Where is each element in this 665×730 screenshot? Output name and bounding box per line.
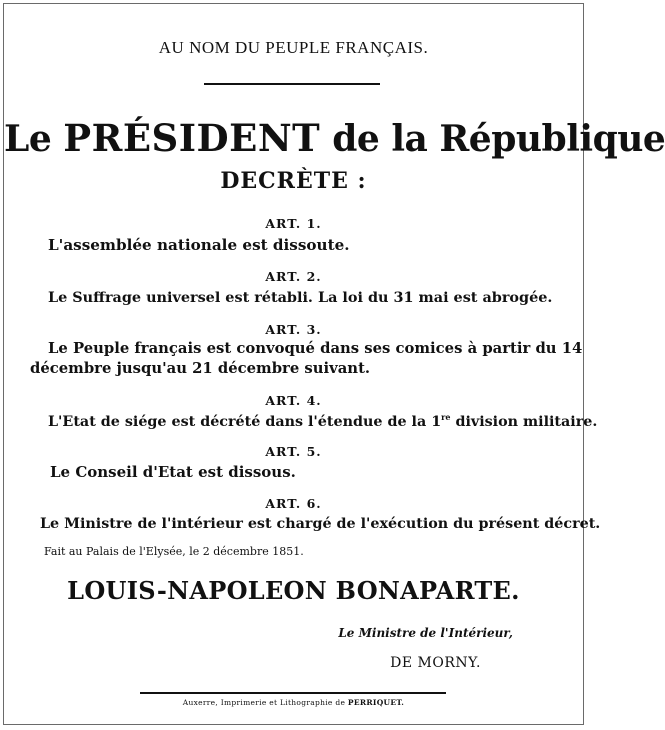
title-part-le: Le [4, 118, 64, 160]
article-4-text-part-1: L'Etat de siége est décrété dans l'étendue de la 1 [48, 413, 442, 430]
president-signature: LOUIS-NAPOLEON BONAPARTE. [67, 576, 520, 605]
imprint-printer: PERRIQUET. [347, 698, 405, 707]
minister-name: DE MORNY. [390, 655, 481, 671]
title-part-president: PRÉSIDENT [63, 116, 321, 160]
article-4-label: ART. 4. [265, 393, 322, 408]
article-6-label: ART. 6. [265, 496, 322, 511]
title-part-republique: de la République [320, 118, 665, 160]
poster-title [4, 116, 665, 160]
article-5-text: Le Conseil d'Etat est dissous. [50, 463, 296, 481]
imprint-text: Auxerre, Imprimerie et Lithographie de [182, 698, 348, 707]
decrete-heading: DECRÈTE : [220, 168, 367, 194]
footer-rule [140, 692, 446, 694]
article-3-label: ART. 3. [265, 322, 322, 337]
printer-imprint [4, 698, 583, 707]
article-2-label: ART. 2. [265, 269, 322, 284]
article-1-text: L'assemblée nationale est dissoute. [48, 236, 350, 254]
poster-header: AU NOM DU PEUPLE FRANÇAIS. [158, 38, 429, 57]
fait-au-palais: Fait au Palais de l'Elysée, le 2 décembre 1851. [44, 545, 304, 558]
article-1-label: ART. 1. [265, 216, 322, 231]
article-3-text-line-1: Le Peuple français est convoqué dans ses comices à partir du 14 [48, 340, 583, 357]
article-4-text [48, 412, 597, 430]
article-3-text-line-2: décembre jusqu'au 21 décembre suivant. [30, 360, 371, 377]
article-4-superscript: re [441, 412, 451, 422]
article-5-label: ART. 5. [265, 444, 322, 459]
article-2-text: Le Suffrage universel est rétabli. La loi du 31 mai est abrogée. [48, 289, 553, 306]
minister-title: Le Ministre de l'Intérieur, [338, 626, 513, 640]
article-6-text: Le Ministre de l'intérieur est chargé de l'exécution du présent décret. [40, 516, 601, 532]
header-rule [204, 83, 380, 85]
article-4-text-part-2: division militaire. [450, 413, 598, 430]
decree-poster [3, 3, 665, 725]
